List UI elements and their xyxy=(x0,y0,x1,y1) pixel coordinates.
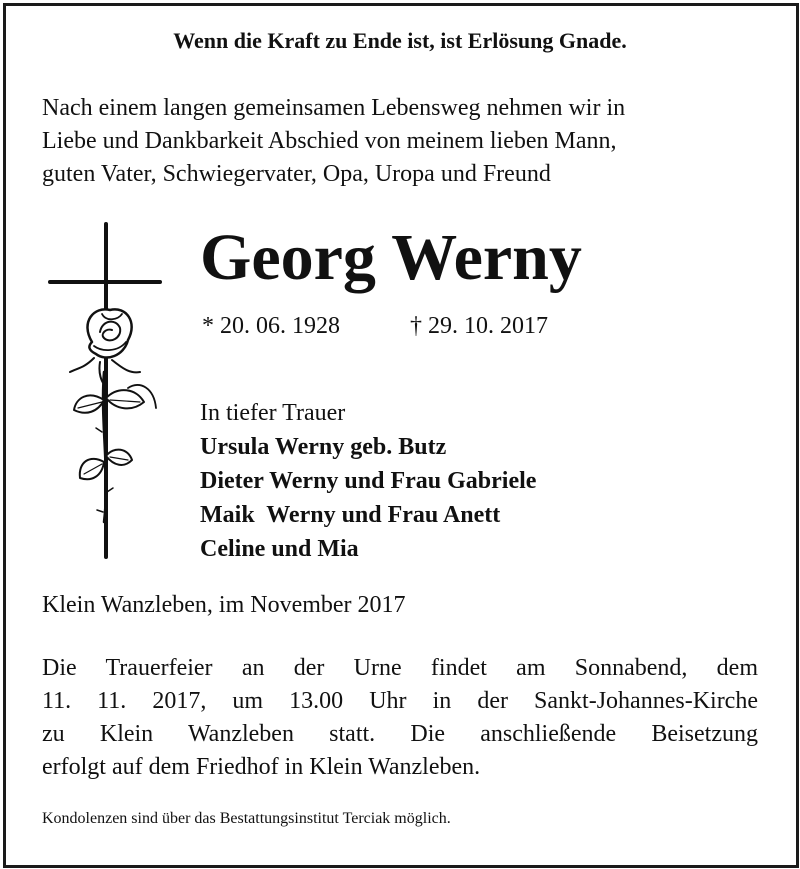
ceremony-line: zu Klein Wanzleben statt. Die anschließende Beisetzung xyxy=(42,721,758,747)
place-and-date: Klein Wanzleben, im November 2017 xyxy=(42,592,406,618)
ceremony-line: 11. 11. 2017, um 13.00 Uhr in der Sankt-Johannes-Kirche xyxy=(42,688,758,714)
motto-heading: Wenn die Kraft zu Ende ist, ist Erlösung Gnade. xyxy=(173,28,627,53)
intro-line: Nach einem langen gemeinsamen Lebensweg nehmen wir in xyxy=(42,95,626,121)
deceased-name: Georg Werny xyxy=(200,221,582,294)
intro-text xyxy=(42,92,760,191)
ceremony-text xyxy=(42,652,758,784)
mourning-intro: In tiefer Trauer xyxy=(200,400,346,426)
mourner-name: Celine und Mia xyxy=(200,536,359,562)
mourner-name: Ursula Werny geb. Butz xyxy=(200,434,447,460)
mourner-name: Maik Werny und Frau Anett xyxy=(200,502,501,528)
intro-line: guten Vater, Schwiegervater, Opa, Uropa und Freund xyxy=(42,161,551,187)
condolence-note: Kondolenzen sind über das Bestattungsinstitut Terciak möglich. xyxy=(42,810,451,827)
cross-with-rose-icon xyxy=(44,222,174,567)
death-date: † 29. 10. 2017 xyxy=(410,313,548,339)
birth-date: * 20. 06. 1928 xyxy=(202,313,340,339)
mourner-name: Dieter Werny und Frau Gabriele xyxy=(200,468,537,494)
mourners-block xyxy=(200,396,536,566)
ceremony-line: erfolgt auf dem Friedhof in Klein Wanzleben. xyxy=(42,754,481,780)
intro-line: Liebe und Dankbarkeit Abschied von meinem lieben Mann, xyxy=(42,128,617,154)
ceremony-line: Die Trauerfeier an der Urne findet am Sonnabend, dem xyxy=(42,655,758,681)
